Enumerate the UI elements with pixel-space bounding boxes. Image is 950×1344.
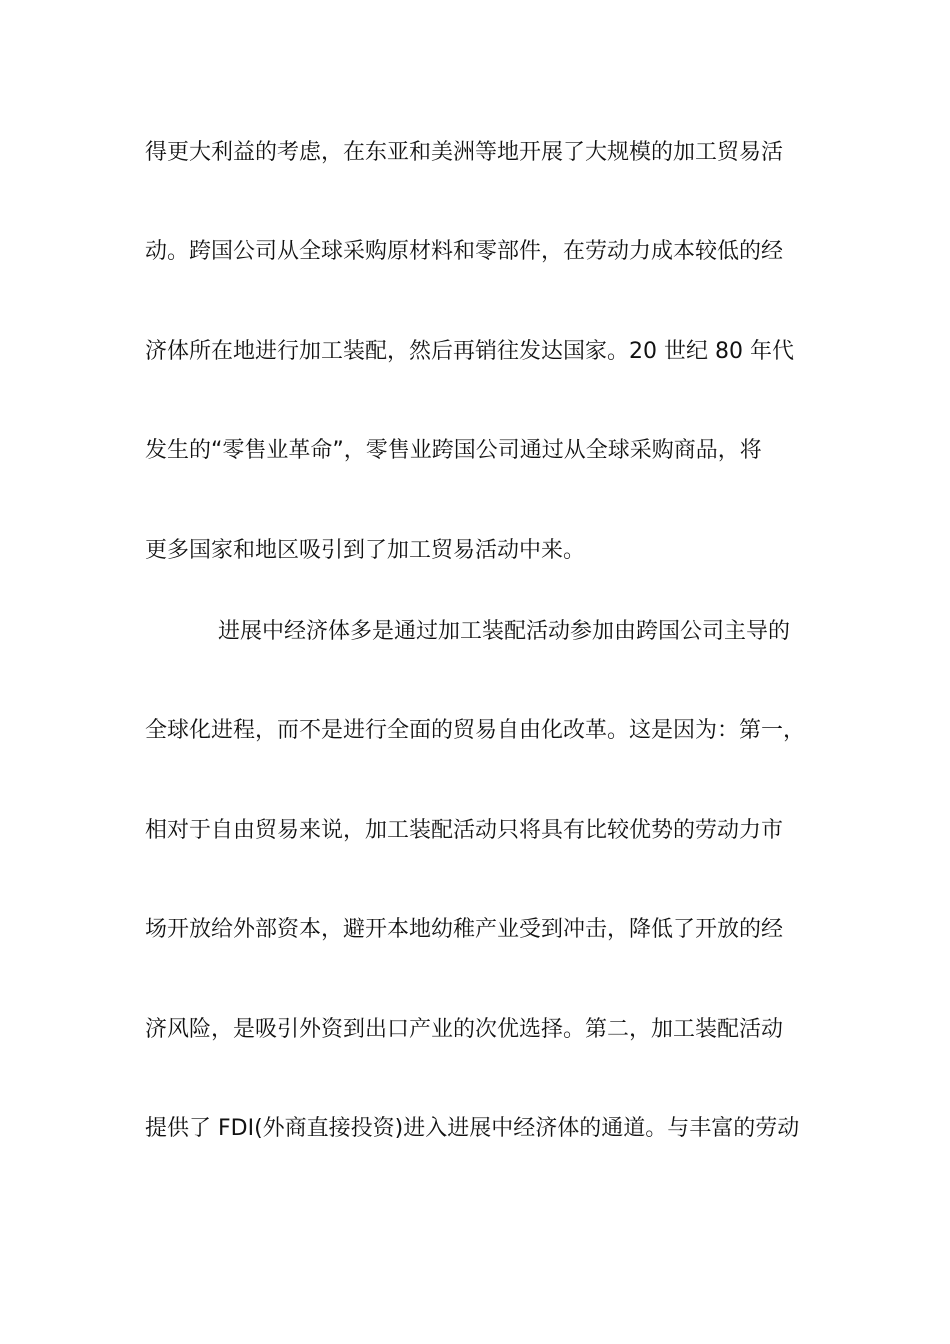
text-line-2: 动。跨国公司从全球采购原材料和零部件，在劳动力成本较低的经 — [145, 239, 784, 264]
text-line-1: 得更大利益的考虑，在东亚和美洲等地开展了大规模的加工贸易活 — [145, 140, 784, 165]
text-line-4: 发生的“零售业革命”，零售业跨国公司通过从全球采购商品，将 — [145, 438, 762, 463]
text-line-5: 更多国家和地区吸引到了加工贸易活动中来。 — [145, 538, 586, 563]
text-line-10: 济风险，是吸引外资到出口产业的次优选择。第二，加工装配活动 — [145, 1017, 784, 1042]
text-line-7: 全球化进程，而不是进行全面的贸易自由化改革。这是因为：第一， — [145, 718, 806, 743]
text-line-9: 场开放给外部资本，避开本地幼稚产业受到冲击，降低了开放的经 — [145, 917, 784, 942]
text-line-3: 济体所在地进行加工装配，然后再销往发达国家。20 世纪 80 年代 — [145, 339, 794, 364]
text-line-11: 提供了 FDI(外商直接投资)进入进展中经济体的通道。与丰富的劳动 — [145, 1116, 800, 1141]
text-line-8: 相对于自由贸易来说，加工装配活动只将具有比较优势的劳动力市 — [145, 818, 784, 843]
paragraph-2-first-line: 进展中经济体多是通过加工装配活动参加由跨国公司主导的 — [218, 619, 791, 644]
